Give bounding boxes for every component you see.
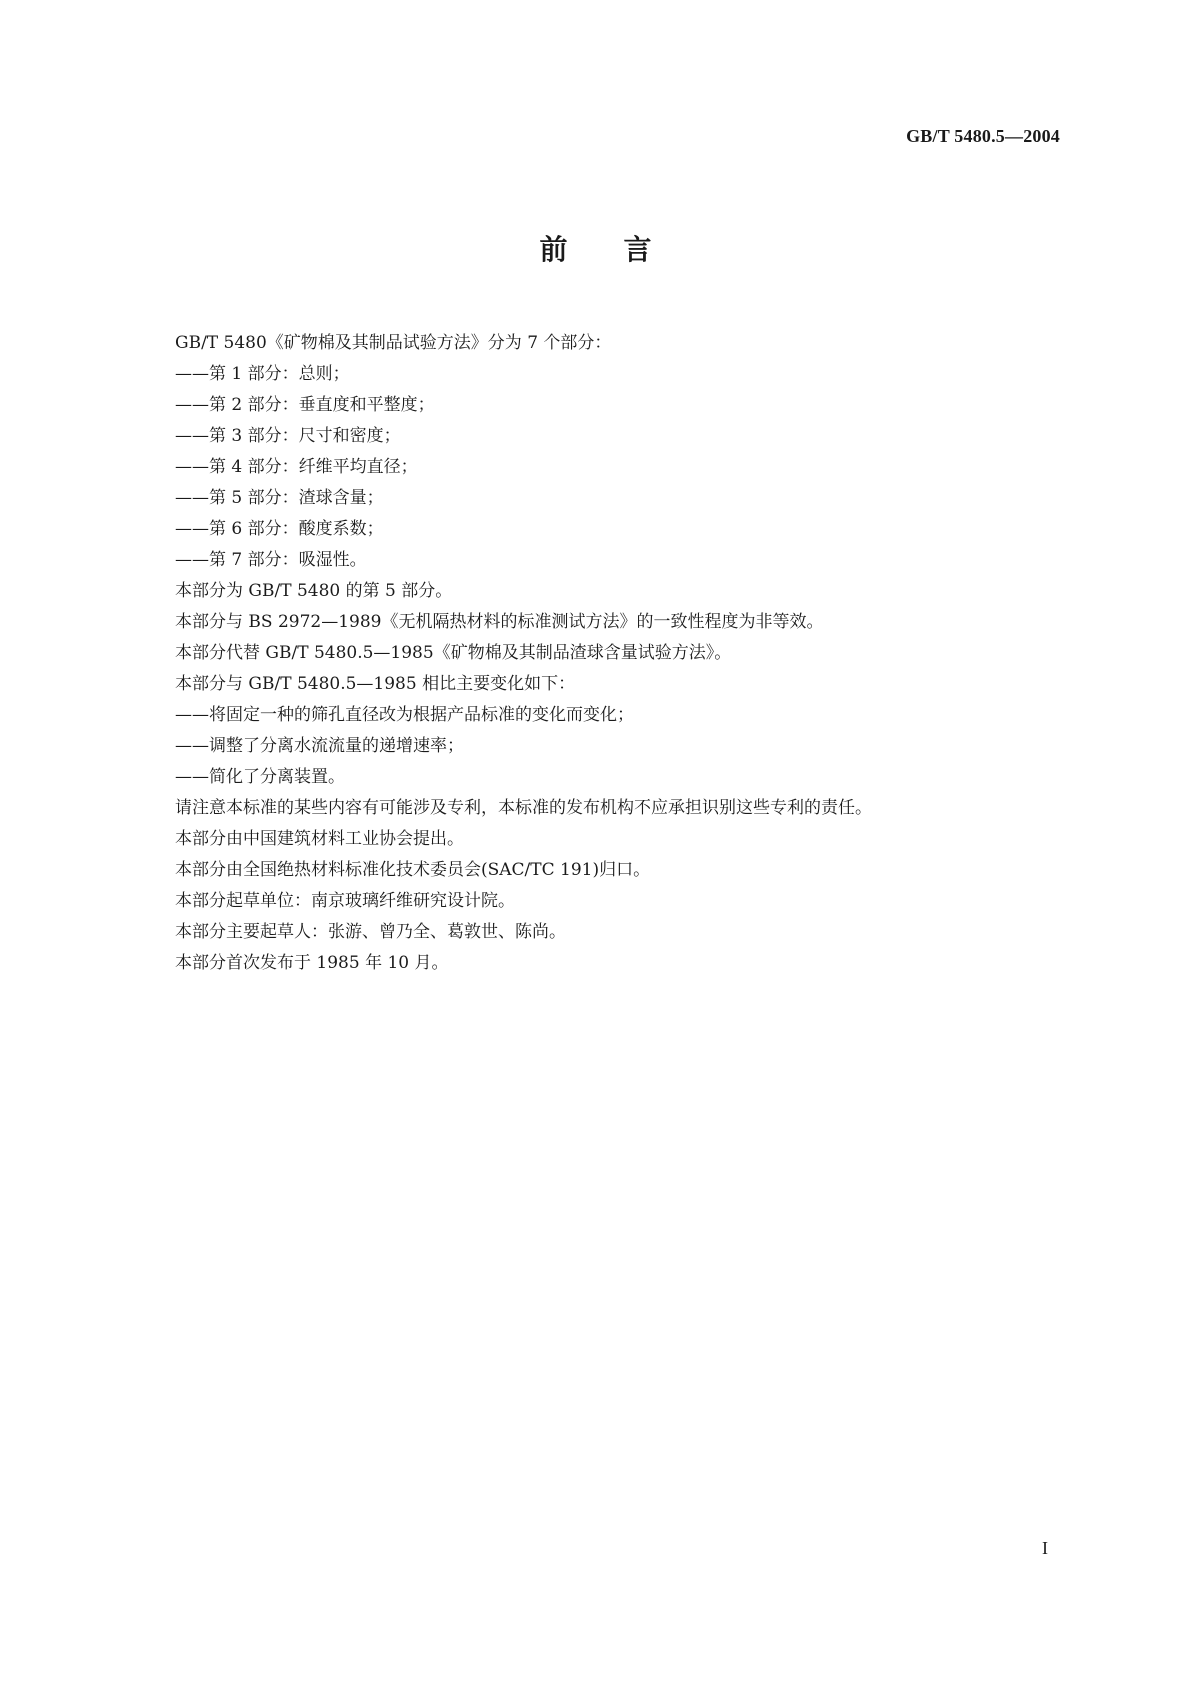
paragraph-changes-intro: 本部分与 GB/T 5480.5—1985 相比主要变化如下： [175, 674, 576, 694]
list-item-part-4: ——第 4 部分：纤维平均直径； [175, 457, 418, 477]
list-item-part-7: ——第 7 部分：吸湿性。 [175, 550, 367, 570]
paragraph-replaces: 本部分代替 GB/T 5480.5—1985《矿物棉及其制品渣球含量试验方法》。 [175, 643, 732, 663]
paragraph-drafting-unit: 本部分起草单位：南京玻璃纤维研究设计院。 [175, 891, 515, 911]
list-item-change-3: ——简化了分离装置。 [175, 767, 345, 787]
paragraph-part-statement: 本部分为 GB/T 5480 的第 5 部分。 [175, 581, 453, 601]
paragraph-first-issued: 本部分首次发布于 1985 年 10 月。 [175, 953, 449, 973]
foreword-body [175, 328, 1075, 979]
paragraph-managed-by: 本部分由全国绝热材料标准化技术委员会(SAC/TC 191)归口。 [175, 860, 651, 880]
list-item-part-2: ——第 2 部分：垂直度和平整度； [175, 395, 435, 415]
list-item-change-1: ——将固定一种的筛孔直径改为根据产品标准的变化而变化； [175, 705, 634, 725]
list-item-part-6: ——第 6 部分：酸度系数； [175, 519, 384, 539]
standard-code: GB/T 5480.5—2004 [906, 126, 1060, 146]
paragraph-intro: GB/T 5480《矿物棉及其制品试验方法》分为 7 个部分： [175, 333, 612, 353]
list-item-part-3: ——第 3 部分：尺寸和密度； [175, 426, 401, 446]
paragraph-patent-notice: 请注意本标准的某些内容有可能涉及专利，本标准的发布机构不应承担识别这些专利的责任。 [175, 798, 872, 818]
paragraph-drafters: 本部分主要起草人：张游、曾乃全、葛敦世、陈尚。 [175, 922, 566, 942]
page-number: I [1042, 1538, 1048, 1558]
list-item-change-2: ——调整了分离水流流量的递增速率； [175, 736, 464, 756]
paragraph-consistency: 本部分与 BS 2972—1989《无机隔热材料的标准测试方法》的一致性程度为非等效。 [175, 612, 824, 632]
page-title: 前言 [539, 233, 708, 266]
list-item-part-5: ——第 5 部分：渣球含量； [175, 488, 384, 508]
paragraph-proposed-by: 本部分由中国建筑材料工业协会提出。 [175, 829, 464, 849]
list-item-part-1: ——第 1 部分：总则； [175, 364, 350, 384]
